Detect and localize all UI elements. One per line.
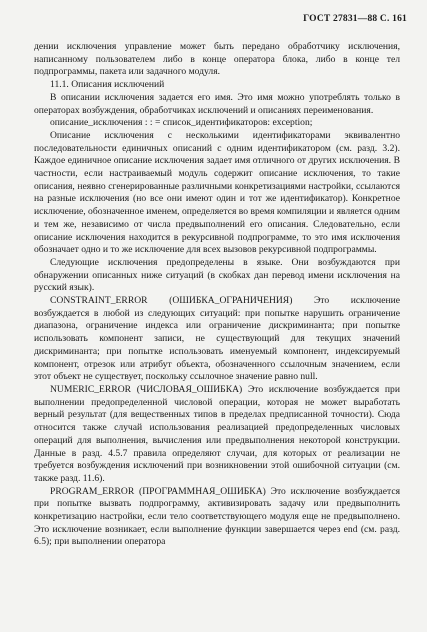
paragraph-predefined-exceptions: Следующие исключения предопределены в языке. Они возбуждаются при обнаружении описанных ниже ситуаций (в скобках дан перевод имени исключения на русский язык). [34,256,400,294]
section-heading: 11.1. Описания исключений [50,79,165,91]
paragraph-exception-declaration: В описании исключения задается его имя. Это имя можно употреблять только в операторах возбуждения, обработчиках исключений и описаниях переименования. [34,91,400,116]
paragraph-constraint-error: CONSTRAINT_ERROR (ОШИБКА_ОГРАНИЧЕНИЯ) Это исключение возбуждается в любой из следующих ситуаций: при попытке нарушить ограничение диапазона, ограничение индекса или ограничение дискриминанта; при попытке использовать компонент записи, не существующий для текущих значений дискриминанта; при попытке использовать именуемый компонент, индексируемый компонент, отрезок или атрибут объекта, обозначенного ссылочным значением, если этот объект не существует, поскольку ссылочное значение равно null. [34,295,400,383]
paragraph-program-error: PROGRAM_ERROR (ПРОГРАММНАЯ_ОШИБКА) Это исключение возбуждается при попытке вызвать подпрограмму, активизировать задачу или предвыполнить конкретизацию настройки, если тело соответствующего модуля еще не предвыполнено. Это исключение возникает, если выполнение функции завершается через end (см. разд. 6.5); при выполнении оператора [34,485,400,548]
syntax-rule: описание_исключения : : = список_идентификаторов: exception; [50,117,313,129]
document-body [34,41,400,549]
page-header: ГОСТ 27831—88 С. 161 [303,14,407,24]
paragraph-continuation: дении исключения управление может быть передано обработчику исключения, написанному пользователем либо в конце оператора блока, либо в конце тел подпрограммы, пакета или задачного модуля. [34,41,400,78]
paragraph-multiple-identifiers: Описание исключения с несколькими идентификаторами эквивалентно последовательности единичных описаний с одним идентификатором (см. разд. 3.2). Каждое единичное описание исключения задает имя отличного от других исключения. В частности, если настраиваемый модуль содержит описание исключения, то такие описания, неявно сгенерированные различными конкретизациями настройки, ссылаются на разные исключения (но все они имеют один и тот же идентификатор). Конкретное исключение, обозначенное именем, определяется во время компиляции и является одним и тем же, независимо от числа предвыполнений его описания. Следовательно, если описание исключения находится в рекурсивной подпрограмме, то это имя исключения обозначает одно и то же исключение для всех вызовов рекурсивной подпрограммы. [34,129,400,256]
paragraph-numeric-error: NUMERIC_ERROR (ЧИСЛОВАЯ_ОШИБКА) Это исключение возбуждается при выполнении предопределенной числовой операции, которая не может выработать верный результат (для вещественных типов в пределах предписанной точности). Сюда относится также случай использования реализацией предопределенных числовых операций для выполнения, вычисления или предвыполнения некоторой конструкции. Данные в разд. 4.5.7 правила определяют случаи, для которых от реализации не требуется возбуждения исключений при возникновении этой ошибочной ситуации (см. также разд. 11.6). [34,383,400,484]
